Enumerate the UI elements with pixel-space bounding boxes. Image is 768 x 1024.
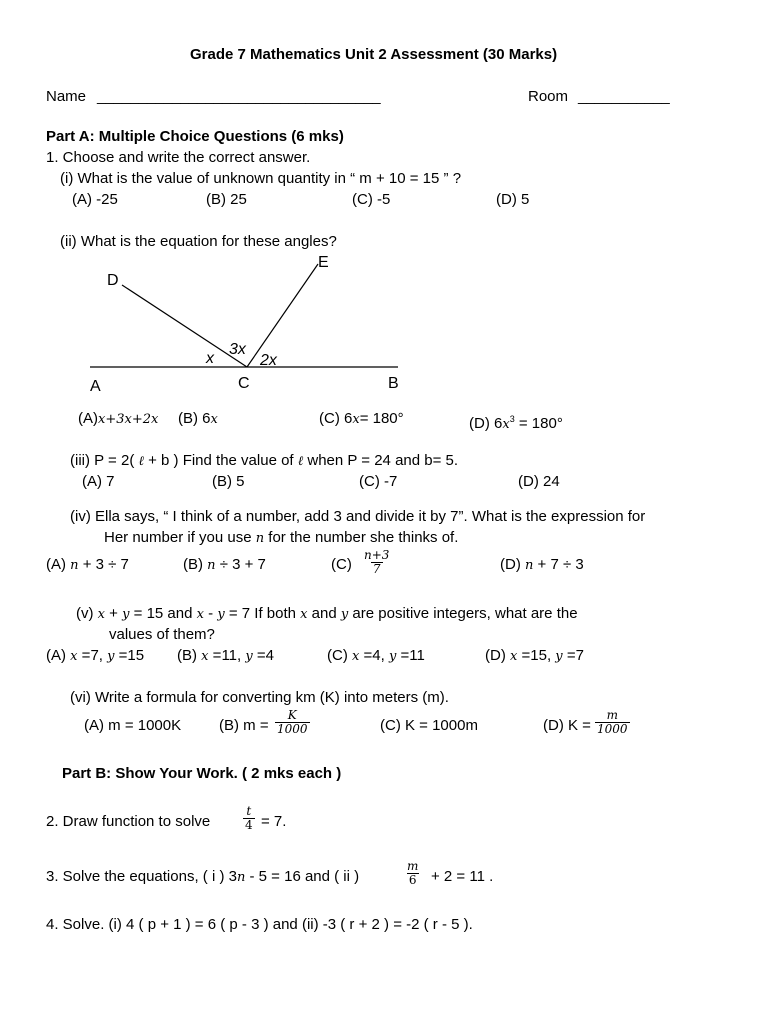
question-iv-line1: (iv) Ella says, “ I think of a number, add 3 and divide it by 7”. What is the expression for xyxy=(70,508,646,525)
question-ii: (ii) What is the equation for these angles? xyxy=(60,233,337,250)
page-title: Grade 7 Mathematics Unit 2 Assessment (30 Marks) xyxy=(190,46,558,63)
question-2-end: = 7. xyxy=(261,813,287,830)
q3-option-a: (A) 7 xyxy=(82,473,115,490)
q5-option-d: (D) x =15, y =7 xyxy=(485,647,584,664)
q6-option-d-label: (D) K = xyxy=(543,717,591,734)
question-4: 4. Solve. (i) 4 ( p + 1 ) = 6 ( p - 3 ) and (ii) -3 ( r + 2 ) = -2 ( r - 5 ). xyxy=(46,916,473,933)
q2-option-a: (A)x+3x+2x xyxy=(78,410,159,427)
q3-option-d: (D) 24 xyxy=(518,473,560,490)
name-label: Name xyxy=(46,88,87,105)
question-3: 3. Solve the equations, ( i ) 3n - 5 = 16 and ( ii ) xyxy=(46,868,360,885)
q6-option-c: (C) K = 1000m xyxy=(380,717,478,734)
angle-3x: 3x xyxy=(229,341,246,358)
question-iii: (iii) P = 2( ℓ + b ) Find the value of ℓ when P = 24 and b= 5. xyxy=(70,452,459,469)
question-v-line2: values of them? xyxy=(109,626,215,643)
question-2: 2. Draw function to solve xyxy=(46,813,211,830)
q4-option-d: (D) n + 7 ÷ 3 xyxy=(500,556,584,573)
q6-option-b-label: (B) m = xyxy=(219,717,269,734)
q6-option-b-fraction: $\frac{K}{1000}$ xyxy=(277,708,308,736)
question-v-line1: (v) x + y = 15 and x - y = 7 If both x and y are positive integers, what are the xyxy=(76,605,578,622)
part-b-heading: Part B: Show Your Work. ( 2 mks each ) xyxy=(62,765,342,782)
q3-option-b: (B) 5 xyxy=(212,473,245,490)
label-b: B xyxy=(388,375,399,392)
q6-option-a: (A) m = 1000K xyxy=(84,717,182,734)
question-i: (i) What is the value of unknown quantity in “ m + 10 = 15 ” ? xyxy=(60,170,462,187)
q5-option-a: (A) x =7, y =15 xyxy=(46,647,145,664)
q5-option-c: (C) x =4, y =11 xyxy=(327,647,425,664)
q1-option-c: (C) -5 xyxy=(352,191,391,208)
q1-option-b: (B) 25 xyxy=(206,191,247,208)
question-iv-line2: Her number if you use n for the number she thinks of. xyxy=(104,529,459,546)
name-field[interactable]: __________________________________ xyxy=(97,88,381,105)
question-3-end: + 2 = 11 . xyxy=(431,868,494,885)
q2-option-d: (D) $6x^3 = 180^\circ$ xyxy=(469,414,563,432)
room-field[interactable]: ___________ xyxy=(578,88,670,105)
part-a-heading: Part A: Multiple Choice Questions (6 mks) xyxy=(46,128,344,145)
room-label: Room xyxy=(528,88,569,105)
label-e: E xyxy=(318,254,329,271)
angle-diagram xyxy=(80,250,410,400)
q4-option-c-label: (C) xyxy=(331,556,352,573)
q6-option-d-fraction: $\frac{m}{1000}$ xyxy=(597,708,628,736)
angle-2x: 2x xyxy=(260,352,277,369)
q1-option-d: (D) 5 xyxy=(496,191,530,208)
q4-option-b: (B) n ÷ 3 + 7 xyxy=(183,556,266,573)
instruction: 1. Choose and write the correct answer. xyxy=(46,149,311,166)
ray-ce xyxy=(247,264,318,367)
q4-option-a: (A) n + 3 ÷ 7 xyxy=(46,556,129,573)
angle-x: x xyxy=(206,350,214,367)
q3-option-c: (C) -7 xyxy=(359,473,398,490)
q2-option-b: (B) 6x xyxy=(178,410,218,427)
label-c: C xyxy=(238,375,250,392)
question-3-fraction: $\frac{m}{6}$ xyxy=(407,859,419,887)
q4-option-c-fraction: $\frac{n+3}{7}$ xyxy=(364,548,390,576)
q1-option-a: (A) -25 xyxy=(72,191,118,208)
q5-option-b: (B) x =11, y =4 xyxy=(177,647,274,664)
label-d: D xyxy=(107,272,119,289)
question-vi: (vi) Write a formula for converting km (K) into meters (m). xyxy=(70,689,449,706)
q2-option-c: (C) 6x= 180° xyxy=(319,410,404,427)
question-2-fraction: $\frac{t}{4}$ xyxy=(245,804,253,832)
label-a: A xyxy=(90,378,101,395)
